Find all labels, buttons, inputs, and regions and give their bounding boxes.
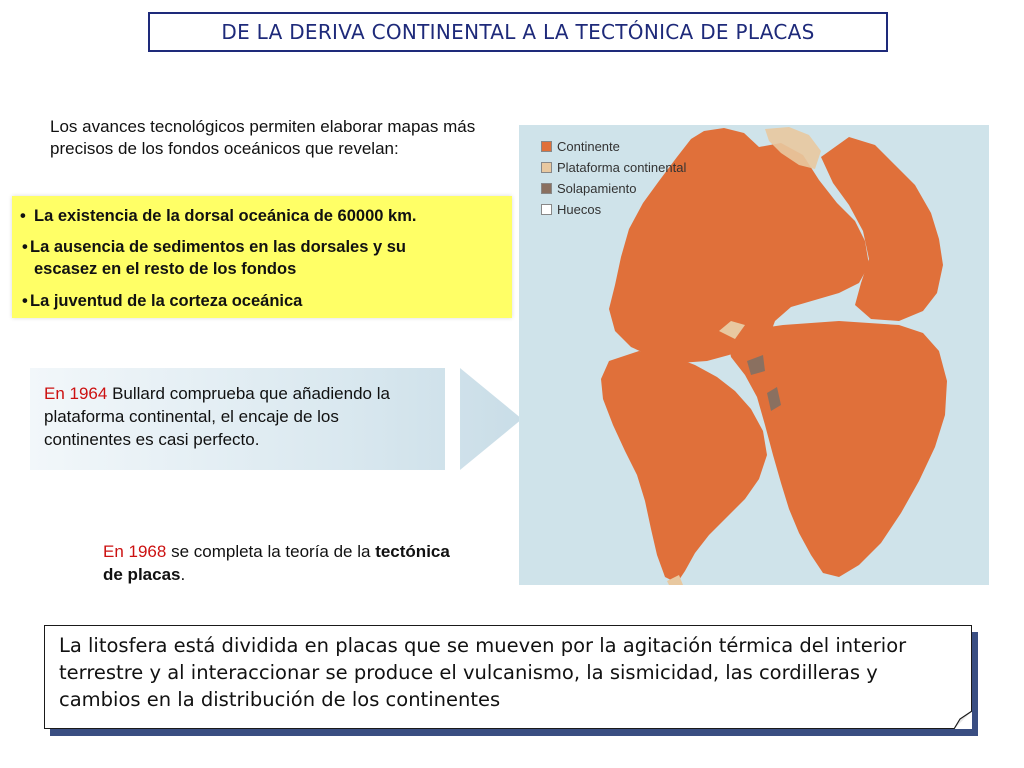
page-title: DE LA DERIVA CONTINENTAL A LA TECTÓNICA DE PLACAS [221, 20, 815, 44]
bullard-text: En 1964 Bullard comprueba que añadiendo la plataforma continental, el encaje de los continentes es casi perfecto. [44, 384, 390, 449]
list-item: • La juventud de la corteza oceánica [22, 292, 303, 310]
legend-item: Huecos [541, 199, 686, 220]
legend-swatch [541, 183, 552, 194]
legend-swatch [541, 204, 552, 215]
map-legend [541, 136, 686, 220]
list-item: • La ausencia de sedimentos en las dorsales y su escasez en el resto de los fondos [22, 238, 406, 278]
legend-swatch [541, 141, 552, 152]
legend-swatch [541, 162, 552, 173]
theory-text: En 1968 se completa la teoría de la tectónica de placas. [103, 542, 450, 584]
intro-text: Los avances tecnológicos permiten elaborar mapas más precisos de los fondos oceánicos que revelan: [50, 117, 476, 158]
conclusion-text: La litosfera está dividida en placas que se mueven por la agitación térmica del interior terrestre y al interaccionar se produce el vulcanismo, la sismicidad, las cordilleras y cambios en la distribución de los continentes [59, 634, 907, 711]
legend-item: Continente [541, 136, 686, 157]
conclusion-box [44, 625, 972, 729]
title-box [148, 12, 888, 52]
legend-item: Plataforma continental [541, 157, 686, 178]
list-item: • La existencia de la dorsal oceánica de 60000 km. [20, 207, 417, 225]
evidence-box [12, 196, 512, 318]
legend-item: Solapamiento [541, 178, 686, 199]
page-curl-icon [954, 711, 972, 729]
